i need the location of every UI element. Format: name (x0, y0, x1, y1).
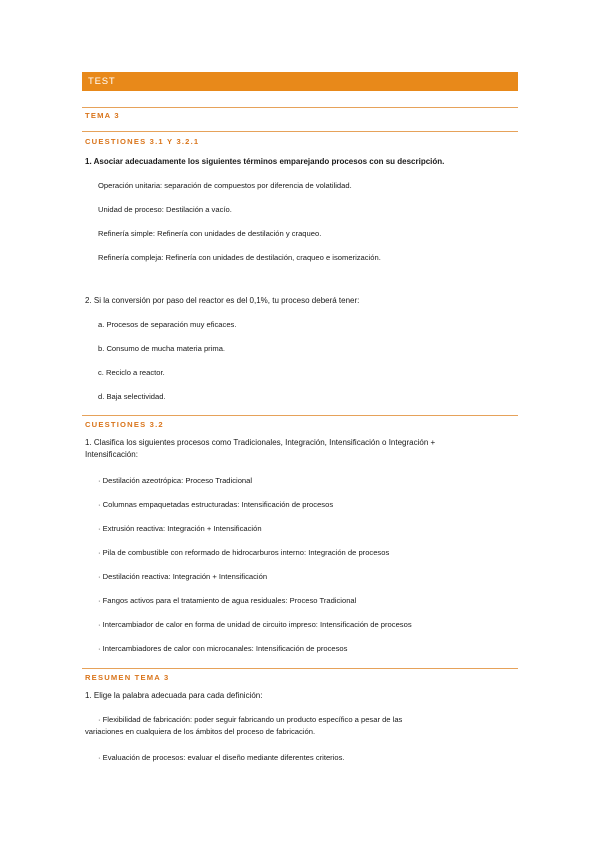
divider (82, 131, 518, 132)
question-text: 2. Si la conversión por paso del reactor es del 0,1%, tu proceso deberá tener: (85, 296, 360, 305)
question-text-line: 1. Clasifica los siguientes procesos como Tradicionales, Integración, Intensificación o Integración + (85, 438, 436, 447)
question-text: 1. Asociar adecuadamente los siguientes términos emparejando procesos con su descripción. (85, 157, 445, 166)
classification-item: · Fangos activos para el tratamiento de agua residuales: Proceso Tradicional (98, 596, 357, 605)
classification-item: · Extrusión reactiva: Integración + Intensificación (98, 524, 262, 533)
answer-item: Refinería compleja: Refinería con unidades de destilación, craqueo e isomerización. (98, 253, 381, 262)
banner-title: TEST (88, 76, 116, 87)
classification-item: · Destilación azeotrópica: Proceso Tradicional (98, 476, 253, 485)
definition-item-line: · Flexibilidad de fabricación: poder seguir fabricando un producto específico a pesar de las (98, 715, 403, 724)
answer-option: a. Procesos de separación muy eficaces. (98, 320, 237, 329)
divider (82, 107, 518, 108)
classification-item: · Pila de combustible con reformado de hidrocarburos interno: Integración de procesos (98, 548, 390, 557)
question-text: 1. Elige la palabra adecuada para cada definición: (85, 691, 263, 700)
answer-option: b. Consumo de mucha materia prima. (98, 344, 226, 353)
section-title: RESUMEN TEMA 3 (85, 673, 170, 682)
tema-title: TEMA 3 (85, 111, 120, 120)
answer-item: Unidad de proceso: Destilación a vacío. (98, 205, 232, 214)
answer-item: Refinería simple: Refinería con unidades de destilación y craqueo. (98, 229, 322, 238)
test-banner (82, 72, 518, 91)
answer-option: c. Reciclo a reactor. (98, 368, 165, 377)
section-title: CUESTIONES 3.1 Y 3.2.1 (85, 137, 200, 146)
definition-item: · Evaluación de procesos: evaluar el diseño mediante diferentes criterios. (98, 753, 345, 762)
classification-item: · Destilación reactiva: Integración + Intensificación (98, 572, 268, 581)
classification-item: · Intercambiadores de calor con microcanales: Intensificación de procesos (98, 644, 348, 653)
classification-item: · Columnas empaquetadas estructuradas: Intensificación de procesos (98, 500, 334, 509)
definition-item-line: variaciones en cualquiera de los ámbitos del proceso de fabricación. (85, 727, 316, 736)
answer-item: Operación unitaria: separación de compuestos por diferencia de volatilidad. (98, 181, 352, 190)
divider (82, 668, 518, 669)
answer-option: d. Baja selectividad. (98, 392, 166, 401)
classification-item: · Intercambiador de calor en forma de unidad de circuito impreso: Intensificación de procesos (98, 620, 412, 629)
divider (82, 415, 518, 416)
section-title: CUESTIONES 3.2 (85, 420, 164, 429)
question-text-line: Intensificación: (85, 450, 138, 459)
